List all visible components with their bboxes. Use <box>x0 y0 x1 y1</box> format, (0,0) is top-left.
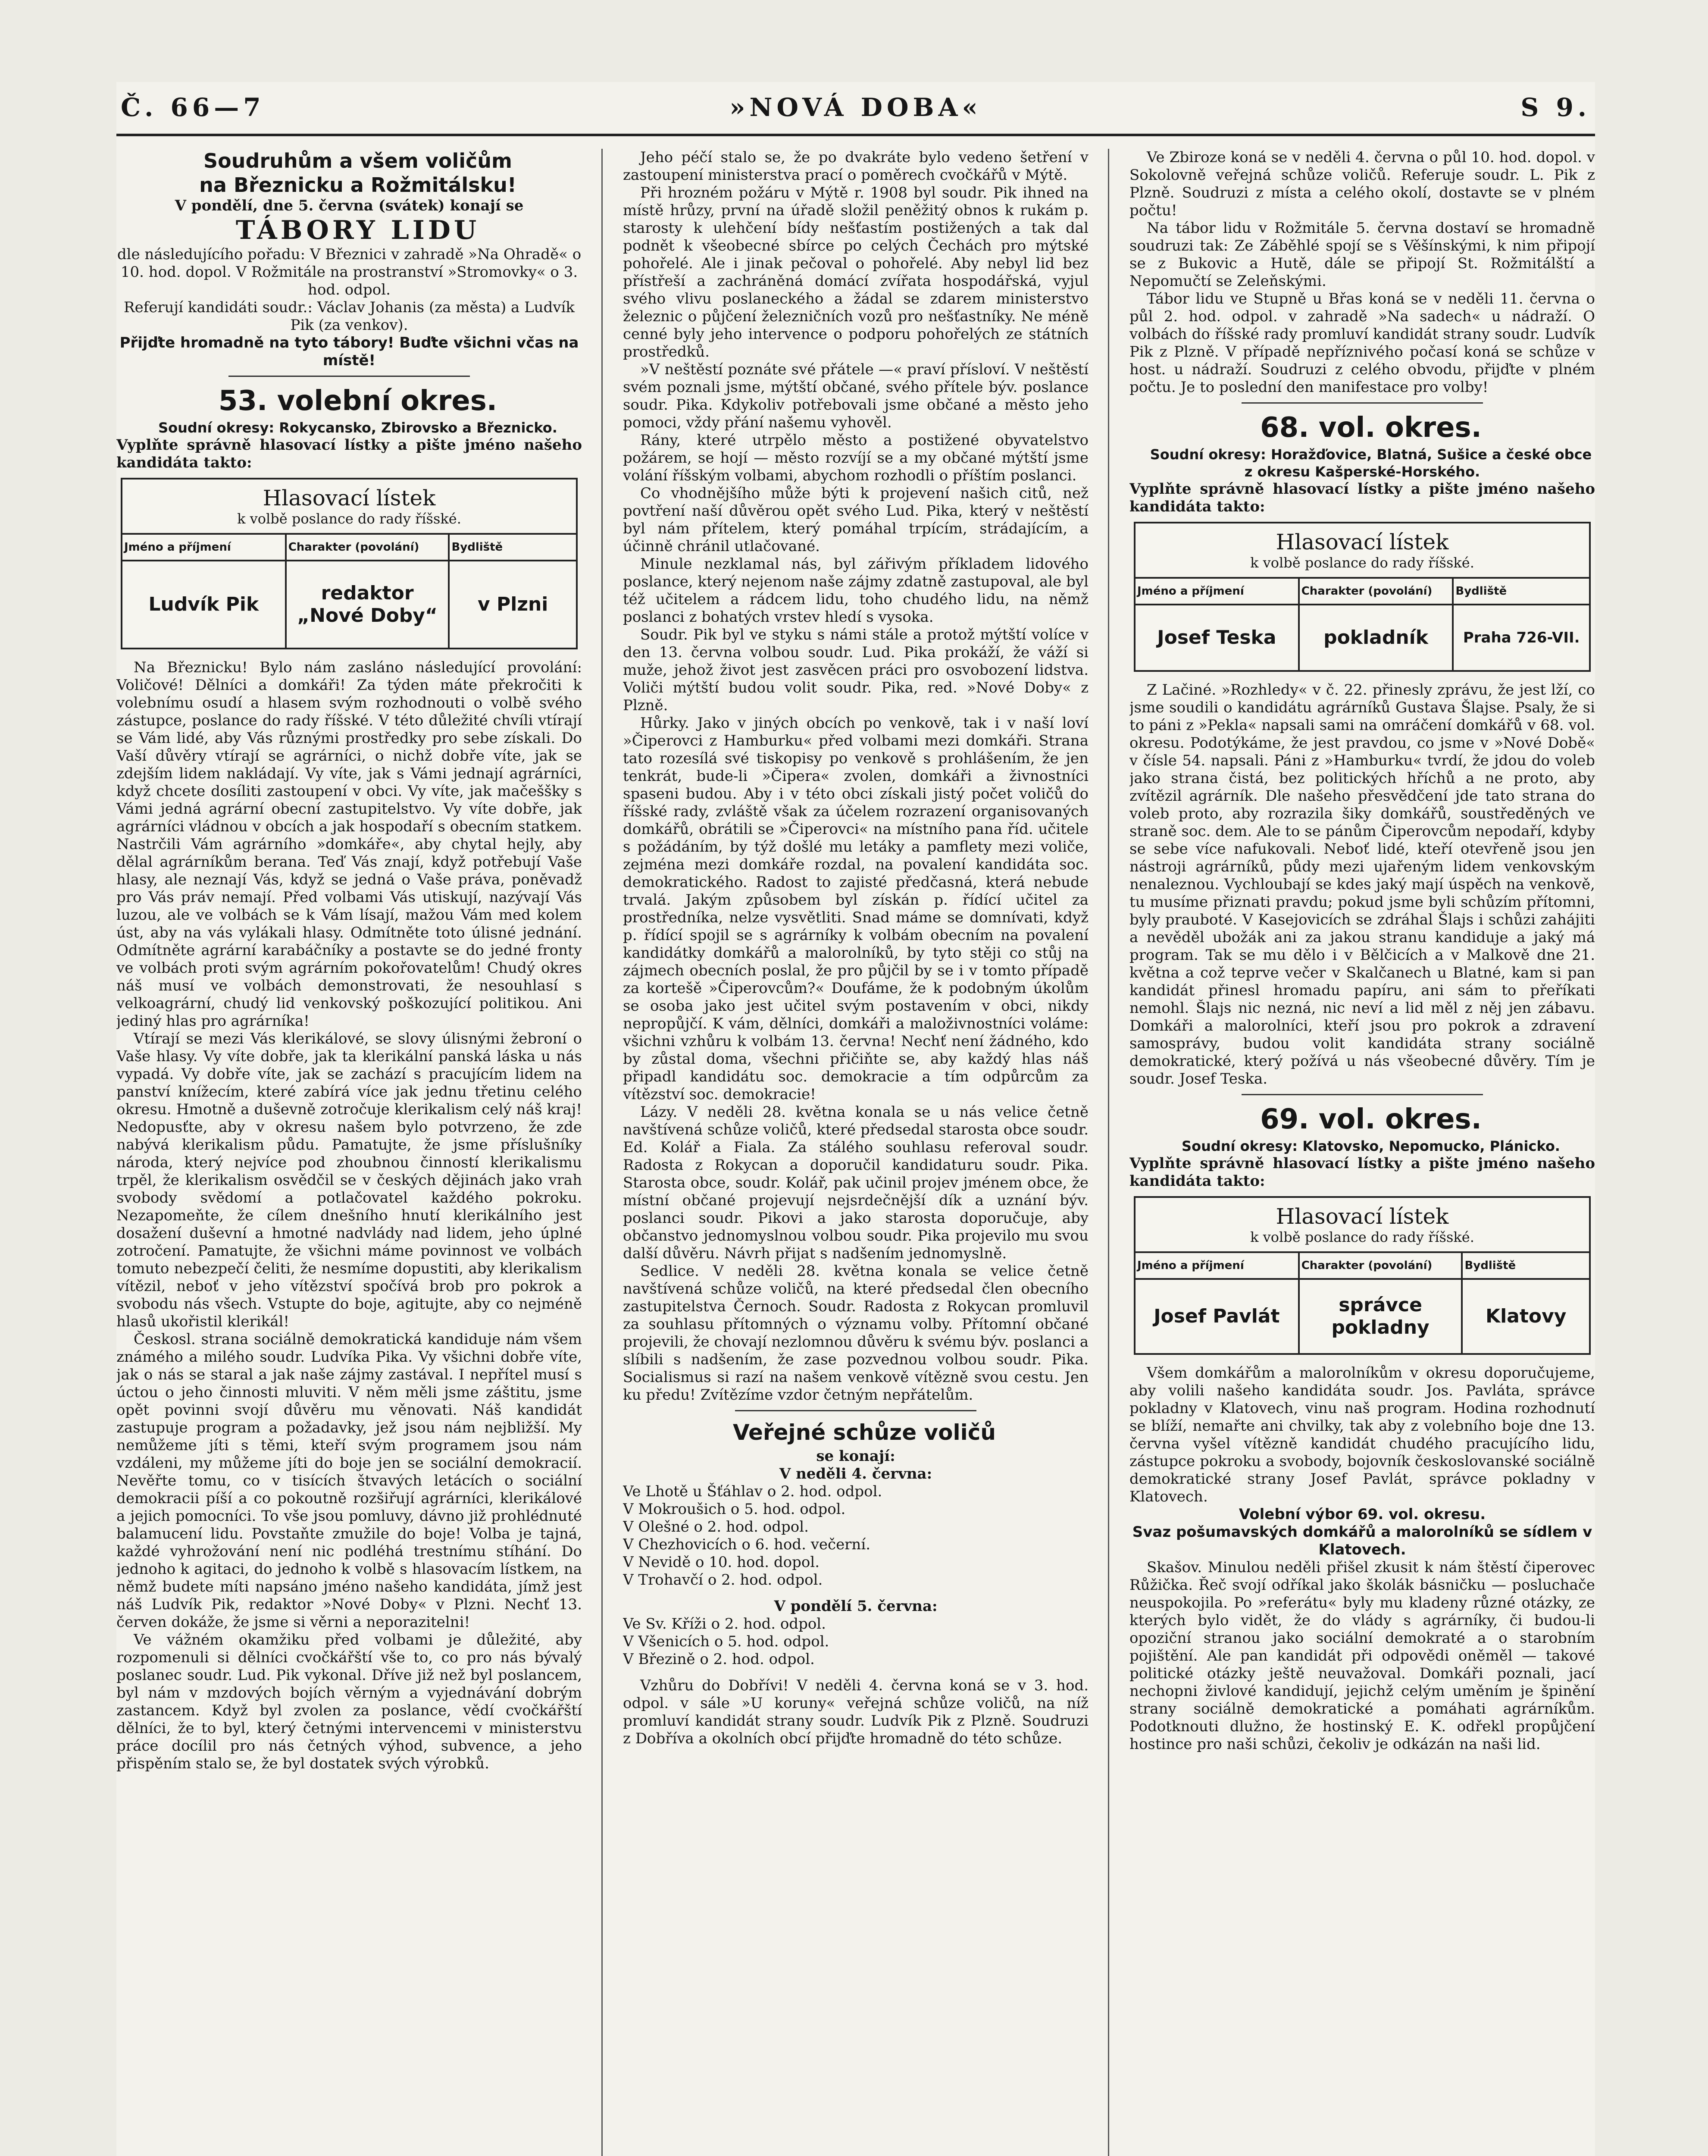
article-paragraph: Lázy. V neděli 28. května konala se u nás velice četně navštívená schůze voličů, které předsedal starosta obce soudr. Ed. Kolář a Fiala. Za stálého souhlasu referoval soudr. Radosta z Rokycan a doporučil kandidaturu soudr. Pika. Starosta obce, soudr. Kolář, pak učinil projev jménem obce, že místní občané projevují nejsrdečnější dík a uznání býv. poslanci soudr. Pikovi a jako starosta doporučuje, aby občanstvo jednomyslnou volbou soudr. Pika projevilo mu svou další důvěru. Návrh přijat s nadšením jednomyslně. <box>623 1103 1089 1262</box>
page-number: S 9. <box>1520 93 1591 122</box>
ballot-candidate-place: Klatovy <box>1485 1305 1567 1327</box>
ballot-instructions: Vyplňte správně hlasovací lístky a pište jméno našeho kandidáta takto: <box>1129 1155 1595 1190</box>
meetings-day: V neděli 4. června: <box>779 1465 932 1482</box>
rally-title: TÁBORY LIDU <box>235 215 480 245</box>
rally-call: Přijďte hromadně na tyto tábory! Buďte všichni včas na místě! <box>119 334 579 369</box>
divider <box>1242 402 1483 404</box>
article-paragraph: Na tábor lidu v Rožmitále 5. června dostaví se hromadně soudruzi tak: Ze Záběhlé spojí se s Věšínskými, k nim připojí se z Bukovic a Hutě, dále se připojí St. Rožmitálští a Nepomučtí se Zeleňskými. <box>1129 219 1595 290</box>
column-2 <box>623 149 1089 2156</box>
ballot-table <box>122 535 576 648</box>
article-paragraph: Sedlice. V neděli 28. května konala se velice četně navštívená schůze voličů, na které předsedal člen obecního zastupitelstva Černoch. Soudr. Radosta z Rokycan promluvil za souhlasu přítomných o významu volby. Přítomní občané projevili, že chovají nezlomnou důvěru k svému býv. poslanci a slíbili s nadšením, že zase pozvednou volbou soudr. Pika. Socialismus si razí na našem venkově vítězně svou cestu. Jen ku předu! Zvítězíme vzdor četným nepřátelům. <box>623 1263 1089 1404</box>
ballot-candidate-name: Josef Teska <box>1136 605 1299 670</box>
ballot-header-place: Bydliště <box>1453 579 1589 605</box>
ballot-title: Hlasovací lístek <box>1276 530 1449 555</box>
article-paragraph: Minule nezklamal nás, byl zářivým příkladem lidového poslance, který nejenom naše zájmy zdatně zastupoval, ale byl též učitelem a rádcem lidu, toho chudého lidu, na němž poslanci z bohatých vrstev hledí s vysoka. <box>623 555 1089 626</box>
district-courts: Soudní okresy: Horažďovice, Blatná, Sušice a české obce z okresu Kašperské-Horského. <box>1150 446 1592 480</box>
column-divider <box>1108 149 1109 2156</box>
ballot-candidate-name: Ludvík Pik <box>122 561 286 648</box>
divider <box>228 376 470 377</box>
district-courts: Soudní okresy: Klatovsko, Nepomucko, Plánicko. <box>1182 1138 1560 1154</box>
article-paragraph: Rány, které utrpělo město a postižené obyvatelstvo požárem, se hojí — město rozvíjí se a my občané mýtští jsme volání říšským volbami, abychom rozhodli o příštím poslanci. <box>623 432 1089 484</box>
banner-line-1: Soudruhům a všem voličům <box>203 149 512 172</box>
ballot-instructions: Vyplňte správně hlasovací lístky a pište jméno našeho kandidáta takto: <box>1129 480 1595 515</box>
meeting-item: V Trohavčí o 2. hod. odpol. <box>623 1571 823 1589</box>
article-paragraph: Vzhůru do Dobřívi! V neděli 4. června koná se v 3. hod. odpol. v sále »U koruny« veřejná schůze voličů, na níž promluví kandidát strany soudr. Ludvík Pik z Plzně. Soudruzi z Dobříva a okolních obcí přijďte hromadně do této schůze. <box>623 1677 1089 1747</box>
article-paragraph: Ve Zbiroze koná se v neděli 4. června o půl 10. hod. dopol. v Sokolovně veřejná schůze voličů. Referuje soudr. L. Pik z Plzně. Soudruzi z místa a celého okolí, dostavte se v plném počtu! <box>1129 149 1595 219</box>
divider <box>1242 1094 1483 1095</box>
issue-number: Č. 66—7 <box>121 93 265 122</box>
ballot-table <box>1136 1253 1589 1353</box>
district-title: 53. volební okres. <box>218 385 497 417</box>
ballot-subtitle: k volbě poslance do rady říšské. <box>122 511 576 535</box>
ballot-subtitle: k volbě poslance do rady říšské. <box>1136 555 1589 579</box>
ballot-header-job: Charakter (povolání) <box>1299 579 1453 605</box>
article-paragraph: Z Lačiné. »Rozhledy« v č. 22. přinesly zprávu, že jest lží, co jsme soudili o kandidátu agrárníků Gustava Šlajse. Psaly, že si to páni z »Pekla« napsali sami na omráčení domkářů v 68. vol. okresu. Podotýkáme, že jest pravdou, co jsme v »Nové Době« v čísle 54. napsali. Páni z »Hamburku« tvrdí, že jdou do voleb jako strana čistá, bez politických hříchů a ne proto, aby zvítězil agrárník. Dle našeho přesvědčení jde tato strana do voleb proto, aby rozrazila šiky domkářů, soustředěných ve straně soc. dem. Ale to se pánům Čiperovcům nepodaří, kdyby se sebe více nafukovali. Neboť lidé, kteří otevřeně jsou jen nástroji agrárníků, půdy mezi ujařeným lidem venkovským nenaleznou. Vychloubají se kdes jaký mají úspěch na venkově, tu musíme přiznati pravdu; pokud jsme byli schůzím přítomni, byly prauboté. V Kasejovicích se zdráhal Šlajs i schůzi zahájiti a nevěděl ubožák ani za jakou stranu kandiduje a jaký má program. Tak se mu dělo i v Bělčicích a v Malkově dne 21. května a což teprve večer v Skalčanech u Blatné, kam si pan kandidát přinesl hromadu papíru, ani sám to přeříkati nemohl. Šlajs nic nezná, nic neví a lid měl z něj jen zábavu. Domkáři a malorolníci, kteří jsou pro pokrok a zdravení samosprávy, budou volit kandidáta strany sociálně demokratické, který požívá u nás všeobecné důvěry. Tím je soudr. Josef Teska. <box>1129 681 1595 1087</box>
meeting-item: V Mokroušich o 5. hod. odpol. <box>623 1501 846 1518</box>
divider <box>735 1410 976 1411</box>
ballot-candidate-job: pokladník <box>1299 605 1453 670</box>
article-paragraph: Tábor lidu ve Stupně u Břas koná se v neděli 11. června o půl 2. hod. odpol. v zahradě »Na sadech« u nádraží. O volbách do říšské rady promluví kandidát strany soudr. Ludvík Pik z Plzně. V případě nepříznivého počasí koná se schůze v host. u nádraží. Soudruzi z celého obvodu, přijďte v plném počtu. Je to poslední den manifestace pro volby! <box>1129 290 1595 396</box>
ballot-candidate-name: Josef Pavlát <box>1136 1279 1299 1353</box>
column-divider <box>601 149 603 2156</box>
meeting-item: V Nevidě o 10. hod. dopol. <box>623 1554 820 1571</box>
ballot-header-place: Bydliště <box>449 535 576 561</box>
district-title: 68. vol. okres. <box>1260 412 1482 444</box>
ballot-header-name: Jméno a příjmení <box>1136 1253 1299 1279</box>
page-header <box>116 82 1595 136</box>
article-paragraph: Hůrky. Jako v jiných obcích po venkově, tak i v naší loví »Čiperovci z Hamburku« před volbami mezi domkáři. Strana tato rozesílá své tiskopisy po venkově s prohlášením, že jen tenkrát, bude-li »Čipera« zvolen, domkáři a živnostníci spaseni budou. Aby i v této obci získali jistý počet voličů do říšské rady, zvláště však za účelem rozrazení organisovaných domkářů, obrátili se »Čiperovci« na místního pana říd. učitele s požádáním, by týž došlé mu letáky a pamflety mezi voliče, zejména mezi domkáře rozdal, na povalení kandidáta soc. demokratického. Radost to zajisté předčasná, která nebude trvalá. Jakým způsobem byl získán p. řídící učitel za prostředníka, nelze vysvětliti. Snad máme se domnívati, když p. řídící spojil se s agrárníky k volbám obecním na povalení kandidátky domkářů a malorolníků, by tyto stěji co stůj na zájmech obecních poslal, že pro půjčil by se i v tomto případě za kortešě »Čiperovcům?« Doufáme, že k podobným úkolům se osoba jako jest učitel svým postavením v obci, nikdy nepropůjčí. K vám, dělníci, domkáři a maloživnostníci voláme: všichni vzhůru k volbám 13. června! Nechť není žádného, kdo by zůstal doma, všechni přičiňte se, aby každý hlas náš připadl kandidátu soc. demokracie a tím odpůrcům za vítězství soc. demokracie! <box>623 714 1089 1103</box>
article-paragraph: Jeho péčí stalo se, že po dvakráte bylo vedeno šetření v zastoupení ministerstva prací o poměrech cvočkářů v Mýtě. <box>623 149 1089 184</box>
rally-program: dle následujícího pořadu: V Březnici v zahradě »Na Ohradě« o 10. hod. dopol. V Rožmitále na prostranství »Stromovky« o 3. hod. odpol. <box>117 246 582 298</box>
column-1 <box>116 149 582 2156</box>
committee-signature: Volební výbor 69. vol. okresu. <box>1239 1506 1486 1523</box>
ballot-candidate-job: správce pokladny <box>1299 1279 1462 1353</box>
meeting-item: Ve Sv. Kříži o 2. hod. odpol. <box>623 1615 826 1633</box>
ballot-candidate-place: Praha 726-VII. <box>1463 629 1580 646</box>
ballot-sample <box>121 478 578 649</box>
meeting-item: V Všenicích o 5. hod. odpol. <box>623 1633 829 1650</box>
meetings-day: V pondělí 5. června: <box>774 1598 938 1615</box>
newspaper-page <box>116 82 1595 2156</box>
article-paragraph: Co vhodnějšího může býti k projevení našich citů, než povtření naší důvěrou opět svého Lud. Pika, který v neštěstí byl nám přítelem, který pomáhal trpícím, strádajícím, a účinně chránil utlačované. <box>623 485 1089 555</box>
ballot-title: Hlasovací lístek <box>1276 1204 1449 1229</box>
banner-line-2: na Březnicku a Rožmitálsku! <box>199 173 516 197</box>
meeting-item: Ve Lhotě u Šťáhlav o 2. hod. odpol. <box>623 1483 882 1500</box>
district-courts: Soudní okresy: Rokycansko, Zbirovsko a Březnicko. <box>158 420 557 436</box>
masthead-title: »NOVÁ DOBA« <box>729 93 982 122</box>
district-title: 69. vol. okres. <box>1260 1103 1482 1135</box>
ballot-table <box>1136 579 1589 670</box>
article-paragraph: Soudr. Pik byl ve styku s námi stále a protož mýtští volíce v den 13. června volbou soudr. Lud. Pika prokáží, že váží si muže, jehož život jest zasvěcen práci pro osvobození lidstva. Voliči mýtští budou volit soudr. Pika, red. »Nové Doby« z Plzně. <box>623 626 1089 714</box>
meeting-item: V Olešné o 2. hod. odpol. <box>623 1518 809 1536</box>
ballot-candidate-place: v Plzni <box>478 593 548 615</box>
ballot-candidate-job: redaktor „Nové Doby“ <box>286 561 449 648</box>
ballot-header-job: Charakter (povolání) <box>286 535 449 561</box>
article-paragraph: »V neštěstí poznáte své přátele —« praví přísloví. V neštěstí svém poznali jsme, mýtští občané, svého přítele býv. poslance soudr. Pika. Kdykoliv potřebovali jsme občané a město jeho pomoci, vždy přání našemu vyhověl. <box>623 361 1089 431</box>
meeting-item: V Chezhovicích o 6. hod. večerní. <box>623 1536 871 1553</box>
ballot-header-job: Charakter (povolání) <box>1299 1253 1462 1279</box>
union-signature: Svaz pošumavských domkářů a malorolníků se sídlem v Klatovech. <box>1132 1523 1592 1558</box>
ballot-sample <box>1134 522 1591 672</box>
meetings-title: Veřejné schůze voličů <box>733 1420 996 1445</box>
ballot-header-place: Bydliště <box>1462 1253 1589 1279</box>
ballot-header-name: Jméno a příjmení <box>1136 579 1299 605</box>
ballot-subtitle: k volbě poslance do rady říšské. <box>1136 1229 1589 1253</box>
article-paragraph: Ve vážném okamžiku před volbami je důležité, aby rozpomenuli si dělníci cvočkářští vše to, co pro nás bývalý poslanec soudr. Lud. Pik vykonal. Dříve již než byl poslancem, byl nám v mzdových bojích věrným a vyjednávání dobrým zastancem. Když byl zvolen za poslance, vědí cvočkářští dělníci, že to byl, který četnými intervencemi v ministerstvu práce docílil pro nás četných výhod, subvence, a jeho přispěním stalo se, že byl dostatek svých výrobků. <box>116 1631 582 1772</box>
rally-speakers: Referují kandidáti soudr.: Václav Johanis (za města) a Ludvík Pik (za venkov). <box>123 299 575 334</box>
article-paragraph: Českosl. strana sociálně demokratická kandiduje nám všem známého a milého soudr. Ludvíka Pika. Vy všichni dobře víte, jak o nás se staral a jak naše zájmy zastával. I nepřítel musí s úctou o jeho činnosti mluviti. V něm měli jsme záštitu, jsme opět povinni svojí důvěru mu věnovati. Náš kandidát zastupuje program a požadavky, jež jsou nám nejbližší. My nemůžeme jíti s těmi, kteří svým programem jsou nám vzdáleni, my můžeme jíti do boje jen se sociální demokracií. Nevěřte tomu, co v tisících štvavých letácích o sociální demokracii píší a co pokoutně rozšiřují agrárníci, klerikálové a jejich pomocníci. To vše jsou pomluvy, dávno již prohlédnuté balamucení lidu. Povstaňte zmužile do boje! Volba je tajná, každé vyhrožování není nic podléhá trestnímu stíhání. Do jednoho k agitaci, do jednoho k volbě s hlasovacím lístkem, na němž budete míti napsáno jméno našeho kandidáta, jímž jest náš Ludvík Pik, redaktor »Nové Doby« v Plzni. Nechť 13. červen dokáže, že jsme si věrni a neporazitelni! <box>116 1331 582 1631</box>
rally-announcement: V pondělí, dne 5. června (svátek) konají se <box>175 197 524 214</box>
ballot-instructions: Vyplňte správně hlasovací lístky a pište jméno našeho kandidáta takto: <box>116 436 582 471</box>
meeting-item: V Březině o 2. hod. odpol. <box>623 1651 815 1668</box>
article-paragraph: Vtírají se mezi Vás klerikálové, se slovy úlisnými žebroní o Vaše hlasy. Vy víte dobře, jak ta klerikální panská láska u nás vypadá. Vy dobře víte, jak se zachází s pracujícím lidem na panství knížecím, které zabírá více jak jednu třetinu celého okresu. Hmotně a duševně zotročuje klerikalism celý náš kraj! Nedopusťte, aby v okresu našem bylo potvrzeno, že zde nabývá klerikalism půdu. Pamatujte, že jsme příslušníky národa, který nejvíce pod zhoubnou činností klerikalismu trpěl, že klerikalism osvědčil se v českých dějinách jako vrah svobody svědomí a potlačovatel každého pokroku. Nezapomeňte, že cílem dnešního hnutí klerikálního jest dosažení duševní a hmotné nadvlády nad lidem, jeho úplné zotročení. Pamatujte, že všichni máme povinnost ve volbách tomuto nebezpečí čeliti, že nesmíme dopustiti, aby klerikalism vítězil, neboť v jeho vítězství spočívá brob pro pokrok a svobodu nás všech. Vstupte do boje, agitujte, aby co nejméně hlasů ukořistil klerikál! <box>116 1030 582 1330</box>
ballot-title: Hlasovací lístek <box>263 486 436 511</box>
article-paragraph: Všem domkářům a malorolníkům v okresu doporučujeme, aby volili našeho kandidáta soudr. Jos. Pavláta, správce pokladny v Klatovech, vinu naš program. Hodina rozhodnutí se blíží, nemařte ani chvilky, tak aby z volebního boje dne 13. června vyšel vítězně kandidát chudého pracujícího lidu, zástupce pokroku a svobody, bojovník českoslovanské sociálně demokratické strany Josef Pavlát, správce pokladny v Klatovech. <box>1129 1364 1595 1505</box>
article-paragraph: Při hrozném požáru v Mýtě r. 1908 byl soudr. Pik ihned na místě hrůzy, první na úřadě složil peněžitý obnos k rukám p. starosty k ulehčení bídy nešťastím postižených a tak dal podnět k všeobecné sbírce po celých Čechách pro mýtské pohořelé. Ale i jinak pečoval o pohořelé. Aby nebyl lid bez přístřeší a zachráněná domácí zvířata hospodářská, vyjul svého vlivu poslaneckého a žádal se zdarem ministerstvo železnic o půjčení železničních vozů pro nešťastníky. Ne méně cenné byly jeho intervence o podporu pohořelých ze státních prostředků. <box>623 184 1089 360</box>
meetings-subtitle: se konají: <box>816 1448 895 1465</box>
article-paragraph: Na Březnicku! Bylo nám zasláno následující provolání: Voličové! Dělníci a domkáři! Za týden máte překročiti k volebnímu osudí a hlasem svým rozhodnouti o volbě svého zástupce, poslance do rady říšské. V této důležité chvíli vtírají se Vám lidé, aby Vás různými prostředky pro sebe získali. Do Vaší důvěry vtírají se agrárníci, o nichž dobře víte, jak se zdejším lidem nakládají. Vy víte, jak s Vámi jednají agrárníci, když chcete dosíliti zastoupení v obci. Vy víte, jak mačeššky s Vámi jedná agrární obecní zastupitelstvo. Vy víte dobře, jak agrárníci vládnou v obcích a jak hospodaří s obecním statkem. Nastrčili Vám agrárního »domkáře«, aby chytal hejly, aby dělal agrárníkům berana. Teď Vás znají, když potřebují Vaše hlasy, ale neznají Vás, když se jedná o Vaše práva, poněvadž pro Vás práv nemají. Před volbami Vás utiskují, nazývají Vás luzou, ale ve volbách se k Vám lísají, mažou Vám med kolem úst, aby na vás vylákali hlasy. Odmítněte toto úlisné jednání. Odmítněte agrární karabáčníky a postavte se do jedné fronty ve volbách proti svým agrárním pokořovatelům! Chudý okres náš musí ve volbách demonstrovati, že nesouhlasí s velkoagrární, chudý lid venkovský poškozující politikou. Ani jediný hlas pro agrárníka! <box>116 659 582 1030</box>
article-paragraph: Skašov. Minulou neděli přišel zkusit k nám štěstí čiperovec Růžička. Řeč svojí odříkal jako školák básničku — posluchače neuspokojila. Po »referátu« byly mu kladeny různé otázky, ze kterých bylo vidět, že do vlády s agrárníky, či budou-li opoziční stranou jako sociální demokraté a o starobním pojištění. Ale pan kandidát při odpovědi oněměl — takové politické otázky ještě neuvažoval. Domkáři poznali, jací nechopni živlové kandidují, jejichž celým uměním je špinění strany sociálně demokratické a pomáhati agrárníkům. Podotknouti dlužno, že hostinský E. K. odřekl propůjčení hostince pro naši schůzi, čekoliv je odkázán na naši lid. <box>1129 1559 1595 1753</box>
ballot-sample <box>1134 1196 1591 1355</box>
column-3 <box>1129 149 1595 2156</box>
ballot-header-name: Jméno a příjmení <box>122 535 286 561</box>
